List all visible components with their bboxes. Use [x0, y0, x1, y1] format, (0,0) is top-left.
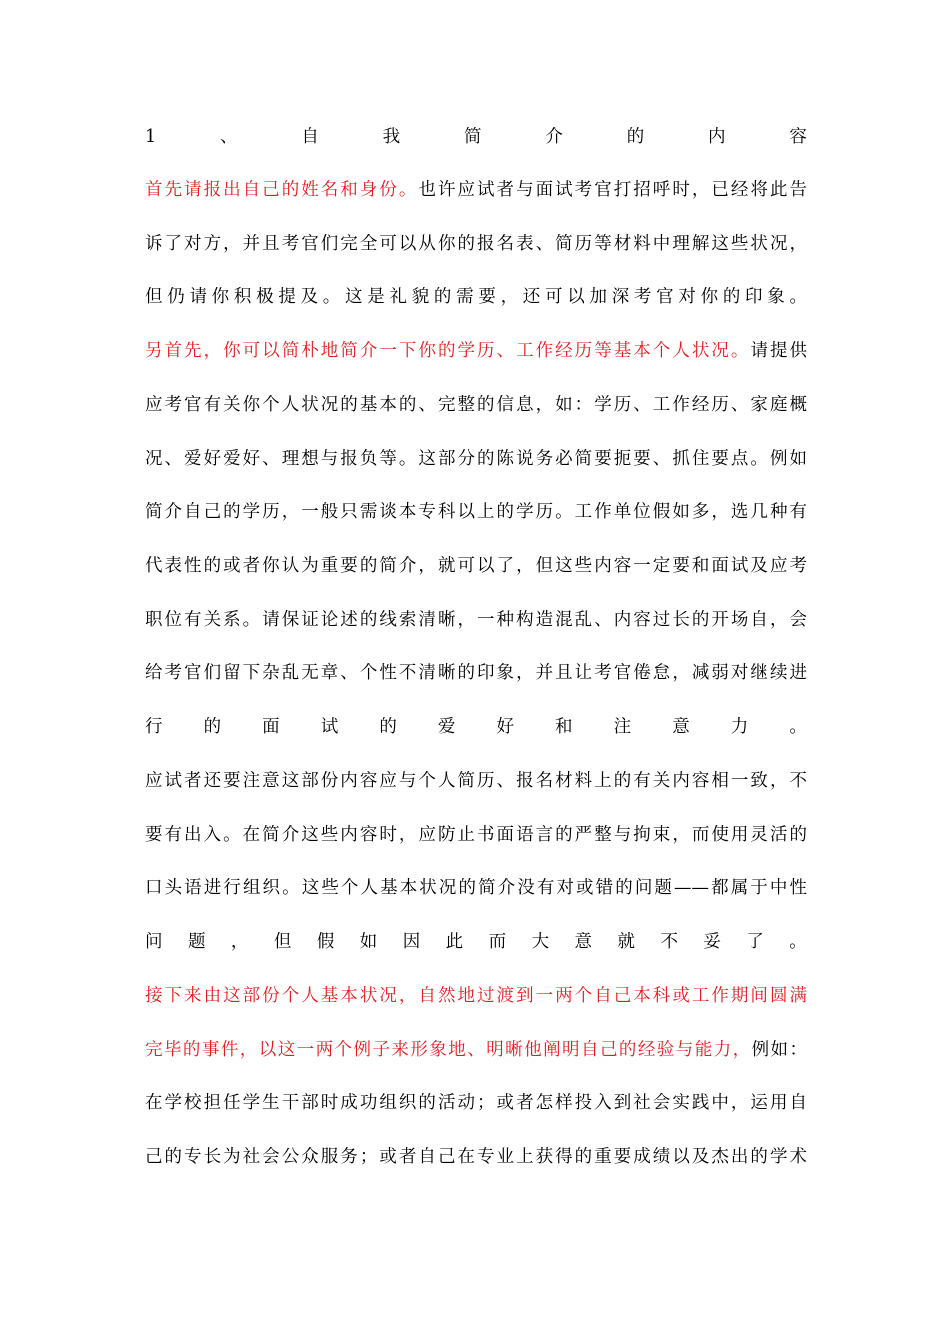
body-text: 也许应试者与面试考官打招呼时，已经将此告: [418, 180, 807, 200]
text-line: [145, 1139, 807, 1175]
char: 容: [789, 127, 807, 147]
text-line: [145, 279, 807, 315]
body-text: 况、爱好爱好、理想与报负等。这部分的陈说务必简要扼要、抓住要点。例如: [145, 448, 807, 469]
body-text: 诉了对方，并且考官们完全可以从你的报名表、简历等材料中理解这些状况，: [145, 233, 807, 254]
char: 意: [574, 932, 593, 952]
char: 问: [145, 932, 163, 952]
body-text: 简介自己的学历，一般只需谈本专科以上的学历。工作单位假如多，选几种有: [145, 502, 807, 523]
char: 的: [203, 717, 222, 737]
body-text: 例如：: [751, 1039, 807, 1060]
char: 妥: [703, 932, 721, 952]
char: 我: [382, 127, 401, 147]
body-text: 应考官有关你个人状况的基本的、完整的信息，如：学历、工作经历、家庭概: [145, 394, 807, 415]
char: ，: [230, 932, 249, 952]
body-text: 代表性的或者你认为重要的简介，就可以了，但这些内容一定要和面试及应考: [145, 555, 807, 576]
text-line: [145, 978, 807, 1014]
char: 力: [730, 717, 749, 737]
char: 好: [496, 717, 514, 737]
char: 的: [626, 127, 645, 147]
char: 如: [359, 932, 378, 952]
body-text: 职位有关系。请保证论述的线索清晰，一种构造混乱、内容过长的开场自，会: [145, 609, 807, 630]
char: 大: [531, 932, 550, 952]
spread-line-2: [145, 924, 807, 960]
text-line: [145, 226, 807, 262]
text-line: [145, 602, 807, 638]
text-line: [145, 763, 807, 799]
text-line: [145, 333, 807, 369]
body-text: 给考官们留下杂乱无章、个性不清晰的印象，并且让考官倦怠，减弱对继续进: [145, 663, 807, 684]
body-text: 应试者还要注意这部份内容应与个人简历、报名材料上的有关内容相一致，不: [145, 771, 807, 791]
char: 简: [464, 127, 482, 147]
char: 的: [379, 717, 397, 737]
text-line: [145, 655, 807, 691]
text-line: [145, 172, 807, 208]
text-line: [145, 817, 807, 853]
char: 假: [316, 932, 335, 952]
char: 爱: [437, 717, 456, 737]
text-line: [145, 548, 807, 584]
body-text: 己的专长为社会公众服务；或者自己在专业上获得的重要成绩以及杰出的学术: [145, 1147, 807, 1168]
char: 而: [488, 932, 507, 952]
char: 行: [145, 717, 163, 737]
char: 意: [672, 717, 690, 737]
char: 但: [273, 932, 292, 952]
section-heading: [145, 119, 807, 155]
char: 。: [789, 717, 807, 737]
text-line: [145, 494, 807, 530]
char: 就: [617, 932, 635, 952]
body-text: 要有出入。在简介这些内容时，应防止书面语言的严整与拘束，而使用灵活的: [145, 824, 807, 845]
char: 此: [445, 932, 464, 952]
body-text: 但仍请你积极提及。这是礼貌的需要，还可以加深考官对你的印象。: [145, 287, 807, 308]
char: 试: [320, 717, 339, 737]
char: 。: [789, 932, 807, 952]
body-text: 在学校担任学生干部时成功组织的活动；或者怎样投入到社会实践中，运用自: [145, 1093, 807, 1114]
char: 介: [545, 127, 563, 147]
emphasis-text: 另首先，你可以简朴地简介一下你的学历、工作经历等基本个人状况。: [145, 341, 751, 362]
char: 了: [746, 932, 764, 952]
emphasis-text: 接下来由这部份个人基本状况，自然地过渡到一两个自己本科或工作期间圆满: [145, 986, 807, 1006]
char: 不: [660, 932, 678, 952]
char: 和: [555, 717, 573, 737]
text-line: [145, 1032, 807, 1068]
char: 、: [219, 127, 238, 147]
text-line: [145, 441, 807, 477]
char: 1: [145, 127, 157, 147]
body-text: 请提供: [750, 341, 807, 362]
body-text: 口头语进行组织。这些个人基本状况的简介没有对或错的问题——都属于中性: [145, 878, 807, 899]
spread-line-1: [145, 709, 807, 745]
emphasis-text: 首先请报出自己的姓名和身份。: [145, 180, 419, 200]
char: 题: [187, 932, 206, 952]
char: 注: [613, 717, 632, 737]
char: 因: [402, 932, 421, 952]
char: 内: [708, 127, 726, 147]
text-line: [145, 387, 807, 423]
text-line: [145, 870, 807, 906]
char: 自: [301, 127, 319, 147]
emphasis-text: 完毕的事件，以这一两个例子来形象地、明晰他阐明自己的经验与能力，: [145, 1039, 752, 1060]
char: 面: [262, 717, 280, 737]
text-line: [145, 1085, 807, 1121]
